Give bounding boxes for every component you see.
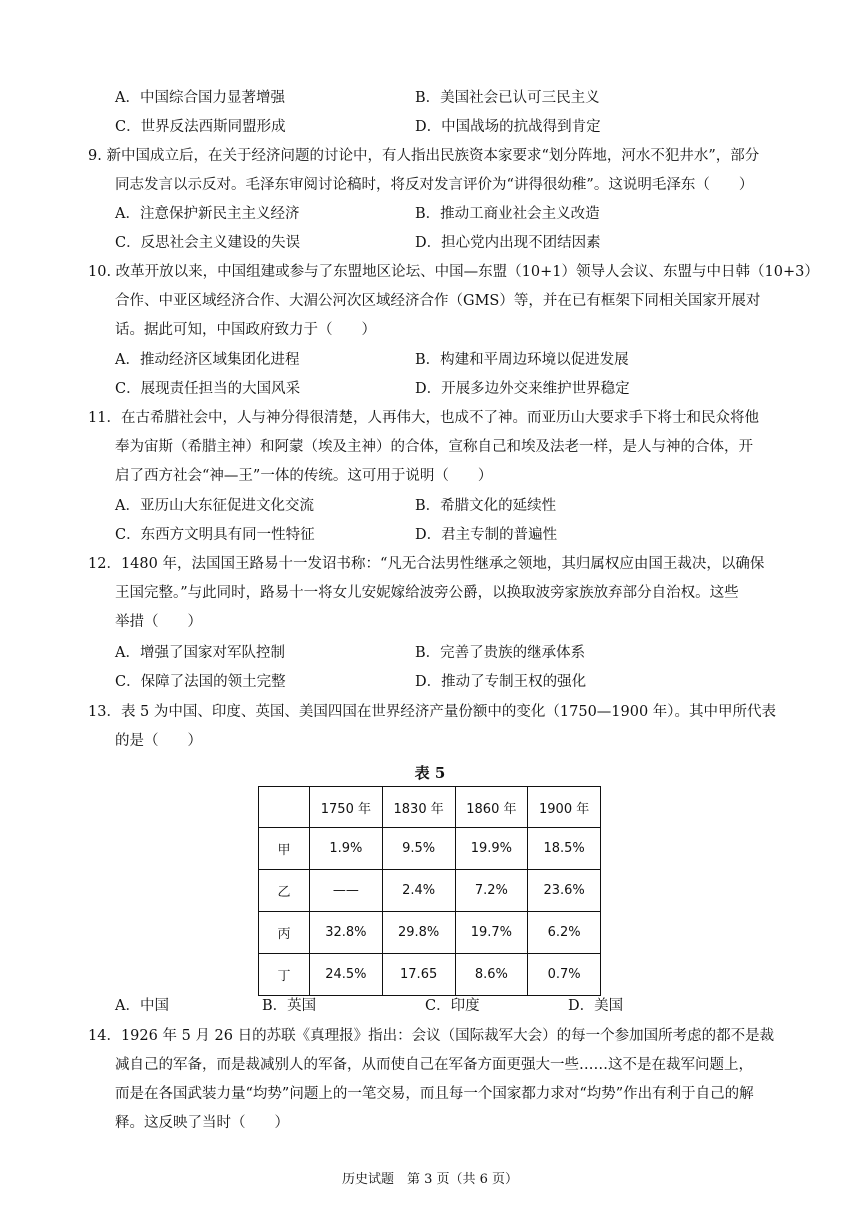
table-cell: 17.65 [382,954,455,996]
table-row [259,912,601,954]
table-cell: 丙 [259,912,310,954]
q11-stem-line-2: 奉为宙斯（希腊主神）和阿蒙（埃及主神）的合体，宣称自己和埃及法老一样，是人与神的合体，开 [115,439,753,455]
table-5 [258,786,601,996]
table-cell: 32.8% [310,912,383,954]
q10-stem-line-2: 合作、中亚区域经济合作、大湄公河次区域经济合作（GMS）等，并在已有框架下同相关国家开展对 [115,293,761,309]
q10-option-a: A．推动经济区域集团化进程 [115,352,300,368]
q9-option-b: B．推动工商业社会主义改造 [415,206,600,222]
table-header-cell [259,787,310,828]
q8-option-d: D．中国战场的抗战得到肯定 [415,119,601,135]
table-cell: 29.8% [382,912,455,954]
q9-option-a: A．注意保护新民主主义经济 [115,206,300,222]
q13-option-b: B．英国 [262,998,317,1014]
page-footer: 历史试题 第 3 页（共 6 页） [341,1172,519,1187]
q9-option-c: C．反思社会主义建设的失误 [115,235,301,251]
q11-option-c: C．东西方文明具有同一性特征 [115,527,315,543]
q10-option-c: C．展现责任担当的大国风采 [115,381,301,397]
q11-option-d: D．君主专制的普遍性 [415,527,558,543]
table-header-cell: 1860 年 [455,787,528,828]
table-cell: 0.7% [528,954,601,996]
q9-stem-line-1: 9. 新中国成立后，在关于经济问题的讨论中，有人指出民族资本家要求“划分阵地，河水不犯井水”，部分 [88,148,760,164]
q11-stem-line-1: 11．在古希腊社会中，人与神分得很清楚，人再伟大，也成不了神。而亚历山大要求手下将士和民众将他 [88,410,759,426]
q10-option-d: D．开展多边外交来维护世界稳定 [415,381,630,397]
table-cell: 甲 [259,828,310,870]
q8-option-b: B．美国社会已认可三民主义 [415,90,600,106]
table-cell: 2.4% [382,870,455,912]
table-cell: 7.2% [455,870,528,912]
q12-stem-line-1: 12．1480 年，法国国王路易十一发诏书称：“凡无合法男性继承之领地，其归属权应由国王裁决，以确保 [88,556,765,572]
table-cell: 19.7% [455,912,528,954]
q12-option-b: B．完善了贵族的继承体系 [415,645,586,661]
q11-option-b: B．希腊文化的延续性 [415,498,557,514]
q12-stem-line-2: 王国完整。”与此同时，路易十一将女儿安妮嫁给波旁公爵，以换取波旁家族放弃部分自治权。这些 [115,585,739,601]
q13-option-c: C．印度 [425,998,480,1014]
table-cell: 23.6% [528,870,601,912]
table-row [259,954,601,996]
table-cell: 18.5% [528,828,601,870]
table-cell: 1.9% [310,828,383,870]
table-cell: 乙 [259,870,310,912]
q12-option-a: A．增强了国家对军队控制 [115,645,285,661]
table-row [259,870,601,912]
table-cell: 6.2% [528,912,601,954]
q14-stem-line-2: 减自己的军备，而是裁减别人的军备，从而使自己在军备方面更强大一些……这不是在裁军问题上， [115,1057,753,1073]
q10-stem-line-1: 10. 改革开放以来，中国组建或参与了东盟地区论坛、中国—东盟（10+1）领导人会议、东盟与中日韩（10+3） [88,264,819,280]
q11-stem-line-3: 启了西方社会“神—王”一体的传统。这可用于说明（ ） [115,468,493,484]
q14-stem-line-1: 14．1926 年 5 月 26 日的苏联《真理报》指出：会议（国际裁军大会）的每一个参加国所考虑的都不是裁 [88,1028,775,1044]
table-5-title: 表 5 [414,764,446,782]
table-header-cell: 1830 年 [382,787,455,828]
q14-stem-line-4: 释。这反映了当时（ ） [115,1115,289,1131]
q8-option-a: A．中国综合国力显著增强 [115,90,285,106]
table-row [259,828,601,870]
q10-stem-line-3: 话。据此可知，中国政府致力于（ ） [115,322,376,338]
q13-option-d: D．美国 [568,998,624,1014]
q12-stem-line-3: 举措（ ） [115,614,202,630]
table-cell: —— [310,870,383,912]
table-header-row [259,787,601,828]
q8-option-c: C．世界反法西斯同盟形成 [115,119,286,135]
q13-stem-line-2: 的是（ ） [115,733,202,749]
q9-option-d: D．担心党内出现不团结因素 [415,235,601,251]
table-header-cell: 1750 年 [310,787,383,828]
q10-option-b: B．构建和平周边环境以促进发展 [415,352,629,368]
table-cell: 19.9% [455,828,528,870]
table-cell: 9.5% [382,828,455,870]
q14-stem-line-3: 而是在各国武装力量“均势”问题上的一笔交易，而且每一个国家都力求对“均势”作出有利于自己的解 [115,1086,754,1102]
table-cell: 8.6% [455,954,528,996]
table-cell: 24.5% [310,954,383,996]
table-header-cell: 1900 年 [528,787,601,828]
q12-option-c: C．保障了法国的领土完整 [115,674,286,690]
q9-stem-line-2: 同志发言以示反对。毛泽东审阅讨论稿时，将反对发言评价为“讲得很幼稚”。这说明毛泽东（ ） [115,177,754,193]
table-cell: 丁 [259,954,310,996]
q13-option-a: A．中国 [115,998,169,1014]
q13-stem-line-1: 13．表 5 为中国、印度、英国、美国四国在世界经济产量份额中的变化（1750—1900 年）。其中甲所代表 [88,704,777,720]
q11-option-a: A．亚历山大东征促进文化交流 [115,498,314,514]
q12-option-d: D．推动了专制王权的强化 [415,674,587,690]
